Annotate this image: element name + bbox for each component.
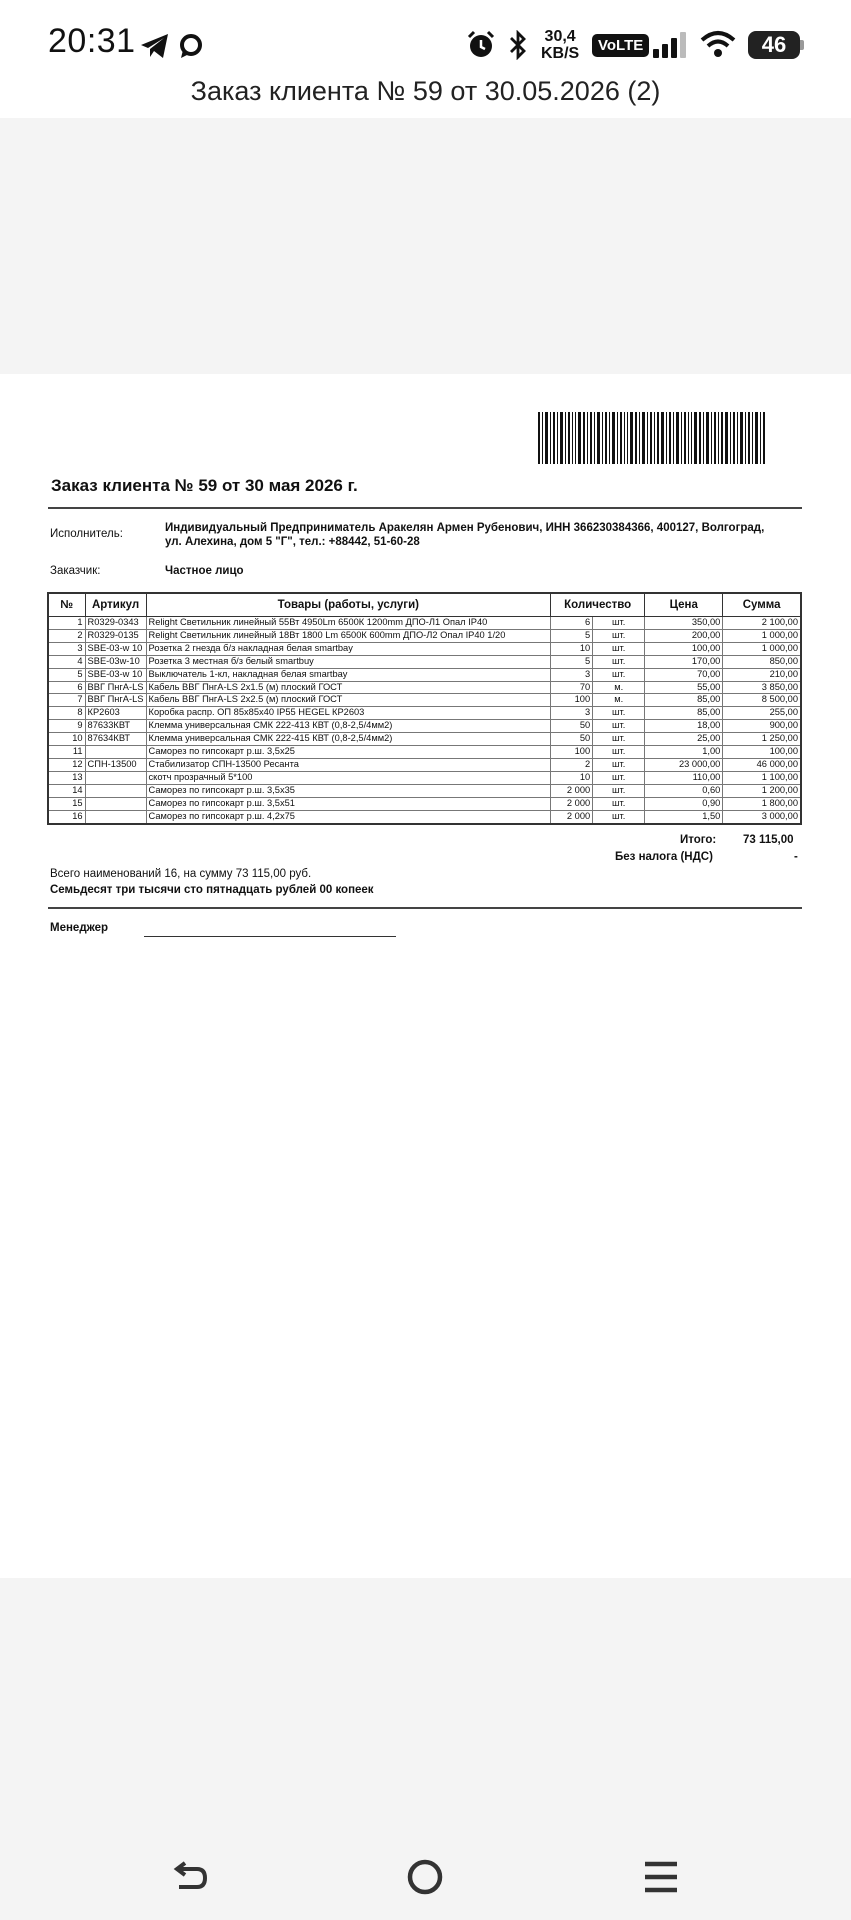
- cell-article: SBE-03-w 10: [85, 668, 146, 681]
- col-header-price: Цена: [645, 593, 723, 617]
- cell-quantity: 50: [551, 733, 593, 746]
- cell-article: КР2603: [85, 707, 146, 720]
- cell-article: R0329-0343: [85, 617, 146, 630]
- table-row: [48, 784, 801, 797]
- cell-number: 16: [48, 810, 85, 823]
- table-row: [48, 797, 801, 810]
- menu-icon[interactable]: [637, 1853, 685, 1901]
- cell-price: 85,00: [645, 707, 723, 720]
- cell-number: 6: [48, 681, 85, 694]
- cell-article: R0329-0135: [85, 629, 146, 642]
- cell-number: 7: [48, 694, 85, 707]
- col-header-sum: Сумма: [723, 593, 801, 617]
- cell-sum: 46 000,00: [723, 758, 801, 771]
- cell-number: 2: [48, 629, 85, 642]
- cell-goods: скотч прозрачный 5*100: [146, 771, 551, 784]
- cell-unit: шт.: [593, 733, 645, 746]
- cell-unit: шт.: [593, 771, 645, 784]
- wifi-icon: [700, 30, 736, 58]
- tax-label: Без налога (НДС): [615, 851, 713, 863]
- cell-unit: шт.: [593, 642, 645, 655]
- cell-quantity: 10: [551, 642, 593, 655]
- cell-price: 170,00: [645, 655, 723, 668]
- cell-price: 18,00: [645, 720, 723, 733]
- document-page[interactable]: [0, 374, 851, 1578]
- cell-price: 0,60: [645, 784, 723, 797]
- table-row: [48, 810, 801, 823]
- cell-sum: 100,00: [723, 746, 801, 759]
- total-value: 73 115,00: [743, 834, 794, 846]
- cell-number: 3: [48, 642, 85, 655]
- cell-article: 87634КВТ: [85, 733, 146, 746]
- cell-article: [85, 784, 146, 797]
- cell-unit: шт.: [593, 810, 645, 823]
- cell-sum: 850,00: [723, 655, 801, 668]
- col-header-quantity: Количество: [551, 593, 645, 617]
- status-time: 20:31: [48, 22, 136, 60]
- cell-price: 25,00: [645, 733, 723, 746]
- cell-sum: 1 100,00: [723, 771, 801, 784]
- col-header-article: Артикул: [85, 593, 146, 617]
- back-icon[interactable]: [165, 1853, 213, 1901]
- table-row: [48, 642, 801, 655]
- table-row: [48, 707, 801, 720]
- cell-article: ВВГ ПнгА-LS: [85, 681, 146, 694]
- cell-number: 4: [48, 655, 85, 668]
- summary-divider: [48, 907, 802, 909]
- cell-sum: 1 200,00: [723, 784, 801, 797]
- cell-quantity: 70: [551, 681, 593, 694]
- cell-goods: Стабилизатор СПН-13500 Ресанта: [146, 758, 551, 771]
- cell-price: 0,90: [645, 797, 723, 810]
- status-bar: [0, 0, 851, 88]
- cell-goods: Relight Светильник линейный 18Вт 1800 Lm 6500К 600mm ДПО-Л2 Опал IP40 1/20: [146, 629, 551, 642]
- cell-quantity: 5: [551, 655, 593, 668]
- cell-goods: Саморез по гипсокарт р.ш. 4,2х75: [146, 810, 551, 823]
- cell-number: 10: [48, 733, 85, 746]
- customer-label: Заказчик:: [50, 565, 101, 577]
- executor-label: Исполнитель:: [50, 528, 123, 540]
- cell-sum: 1 800,00: [723, 797, 801, 810]
- cell-number: 5: [48, 668, 85, 681]
- cell-number: 13: [48, 771, 85, 784]
- manager-signature-line: [144, 936, 396, 937]
- cell-quantity: 10: [551, 771, 593, 784]
- customer-value: Частное лицо: [165, 565, 244, 577]
- cell-sum: 1 000,00: [723, 629, 801, 642]
- cell-quantity: 3: [551, 707, 593, 720]
- tax-value: -: [794, 851, 798, 863]
- table-row: [48, 733, 801, 746]
- cell-sum: 2 100,00: [723, 617, 801, 630]
- cell-price: 85,00: [645, 694, 723, 707]
- cell-article: [85, 771, 146, 784]
- cell-unit: м.: [593, 694, 645, 707]
- cell-goods: Выключатель 1-кл, накладная белая smartbay: [146, 668, 551, 681]
- cell-unit: шт.: [593, 758, 645, 771]
- net-speed-value: 30,4: [544, 28, 576, 45]
- amount-in-words: Семьдесят три тысячи сто пятнадцать рублей 00 копеек: [50, 884, 374, 896]
- cell-price: 100,00: [645, 642, 723, 655]
- cell-price: 110,00: [645, 771, 723, 784]
- table-row: [48, 771, 801, 784]
- cell-price: 1,00: [645, 746, 723, 759]
- cell-sum: 210,00: [723, 668, 801, 681]
- telegram-icon: [140, 33, 170, 59]
- alarm-icon: [466, 30, 496, 60]
- cell-price: 1,50: [645, 810, 723, 823]
- cell-number: 12: [48, 758, 85, 771]
- cell-price: 200,00: [645, 629, 723, 642]
- cell-article: SBE-03-w 10: [85, 642, 146, 655]
- cell-sum: 900,00: [723, 720, 801, 733]
- cell-article: [85, 746, 146, 759]
- cell-unit: шт.: [593, 617, 645, 630]
- table-row: [48, 655, 801, 668]
- document-title: Заказ клиента № 59 от 30 мая 2026 г.: [51, 476, 358, 495]
- cell-sum: 1 000,00: [723, 642, 801, 655]
- cell-unit: шт.: [593, 629, 645, 642]
- page-title: Заказ клиента № 59 от 30.05.2026 (2): [190, 76, 661, 106]
- cell-goods: Клемма универсальная СМК 222-413 КВТ (0,8-2,5/4мм2): [146, 720, 551, 733]
- title-divider: [48, 507, 802, 509]
- cell-goods: Саморез по гипсокарт р.ш. 3,5х25: [146, 746, 551, 759]
- table-header-row: [48, 593, 801, 617]
- viewer-background-top: [0, 118, 851, 374]
- cell-goods: Розетка 2 гнезда б/з накладная белая smartbay: [146, 642, 551, 655]
- cell-sum: 3 000,00: [723, 810, 801, 823]
- table-row: [48, 746, 801, 759]
- cell-goods: Клемма универсальная СМК 222-415 КВТ (0,8-2,5/4мм2): [146, 733, 551, 746]
- cell-number: 9: [48, 720, 85, 733]
- cell-quantity: 100: [551, 746, 593, 759]
- items-table: [47, 592, 802, 825]
- chat-icon: [178, 33, 204, 59]
- table-row: [48, 629, 801, 642]
- cell-number: 8: [48, 707, 85, 720]
- cell-sum: 3 850,00: [723, 681, 801, 694]
- cell-quantity: 5: [551, 629, 593, 642]
- cell-unit: шт.: [593, 720, 645, 733]
- cell-price: 70,00: [645, 668, 723, 681]
- cell-number: 15: [48, 797, 85, 810]
- table-row: [48, 681, 801, 694]
- col-header-goods: Товары (работы, услуги): [146, 593, 551, 617]
- net-speed-unit: KB/S: [541, 45, 580, 62]
- cell-goods: Кабель ВВГ ПнгА-LS 2х1.5 (м) плоский ГОСТ: [146, 681, 551, 694]
- cell-sum: 8 500,00: [723, 694, 801, 707]
- cell-price: 23 000,00: [645, 758, 723, 771]
- cell-number: 11: [48, 746, 85, 759]
- cell-article: 87633КВТ: [85, 720, 146, 733]
- table-row: [48, 758, 801, 771]
- cell-goods: Розетка 3 местная б/з белый smartbuy: [146, 655, 551, 668]
- col-header-number: №: [48, 593, 85, 617]
- cell-article: ВВГ ПнгА-LS: [85, 694, 146, 707]
- cell-sum: 1 250,00: [723, 733, 801, 746]
- cell-article: СПН-13500: [85, 758, 146, 771]
- summary-line: Всего наименований 16, на сумму 73 115,00 руб.: [50, 868, 312, 880]
- cell-goods: Саморез по гипсокарт р.ш. 3,5х51: [146, 797, 551, 810]
- cell-sum: 255,00: [723, 707, 801, 720]
- cell-goods: Коробка распр. ОП 85х85х40 IP55 HEGEL КР2603: [146, 707, 551, 720]
- cell-unit: шт.: [593, 797, 645, 810]
- cell-goods: Кабель ВВГ ПнгА-LS 2х2.5 (м) плоский ГОСТ: [146, 694, 551, 707]
- cell-article: SBE-03w-10: [85, 655, 146, 668]
- cell-article: [85, 810, 146, 823]
- table-row: [48, 617, 801, 630]
- cell-price: 350,00: [645, 617, 723, 630]
- cell-goods: Relight Светильник линейный 55Вт 4950Lm 6500К 1200mm ДПО-Л1 Опал IP40: [146, 617, 551, 630]
- cell-quantity: 6: [551, 617, 593, 630]
- cell-unit: шт.: [593, 655, 645, 668]
- battery-indicator: 46: [748, 31, 800, 59]
- battery-tip: [800, 40, 804, 50]
- volte-badge: VoLTE: [592, 34, 649, 57]
- bluetooth-icon: [508, 30, 528, 60]
- executor-value-line1: Индивидуальный Предприниматель Аракелян Армен Рубенович, ИНН 366230384366, 400127, Волгоград,: [165, 522, 765, 534]
- net-speed: [541, 28, 579, 62]
- executor-value-line2: ул. Алехина, дом 5 "Г", тел.: +88442, 51-60-28: [165, 536, 420, 548]
- cell-number: 1: [48, 617, 85, 630]
- total-label: Итого:: [680, 834, 717, 846]
- table-row: [48, 720, 801, 733]
- barcode-image: [538, 412, 766, 464]
- cell-unit: м.: [593, 681, 645, 694]
- cell-article: [85, 797, 146, 810]
- table-row: [48, 694, 801, 707]
- cell-quantity: 2: [551, 758, 593, 771]
- signal-icon: [652, 32, 688, 58]
- cell-quantity: 2 000: [551, 810, 593, 823]
- cell-unit: шт.: [593, 668, 645, 681]
- cell-quantity: 100: [551, 694, 593, 707]
- cell-goods: Саморез по гипсокарт р.ш. 3,5х35: [146, 784, 551, 797]
- cell-unit: шт.: [593, 784, 645, 797]
- manager-label: Менеджер: [50, 922, 109, 934]
- navigation-bar: [0, 1833, 851, 1920]
- home-icon[interactable]: [401, 1853, 449, 1901]
- cell-quantity: 50: [551, 720, 593, 733]
- cell-unit: шт.: [593, 746, 645, 759]
- cell-number: 14: [48, 784, 85, 797]
- viewer-background-bottom: [0, 1578, 851, 1833]
- cell-price: 55,00: [645, 681, 723, 694]
- table-row: [48, 668, 801, 681]
- cell-unit: шт.: [593, 707, 645, 720]
- cell-quantity: 3: [551, 668, 593, 681]
- cell-quantity: 2 000: [551, 797, 593, 810]
- cell-quantity: 2 000: [551, 784, 593, 797]
